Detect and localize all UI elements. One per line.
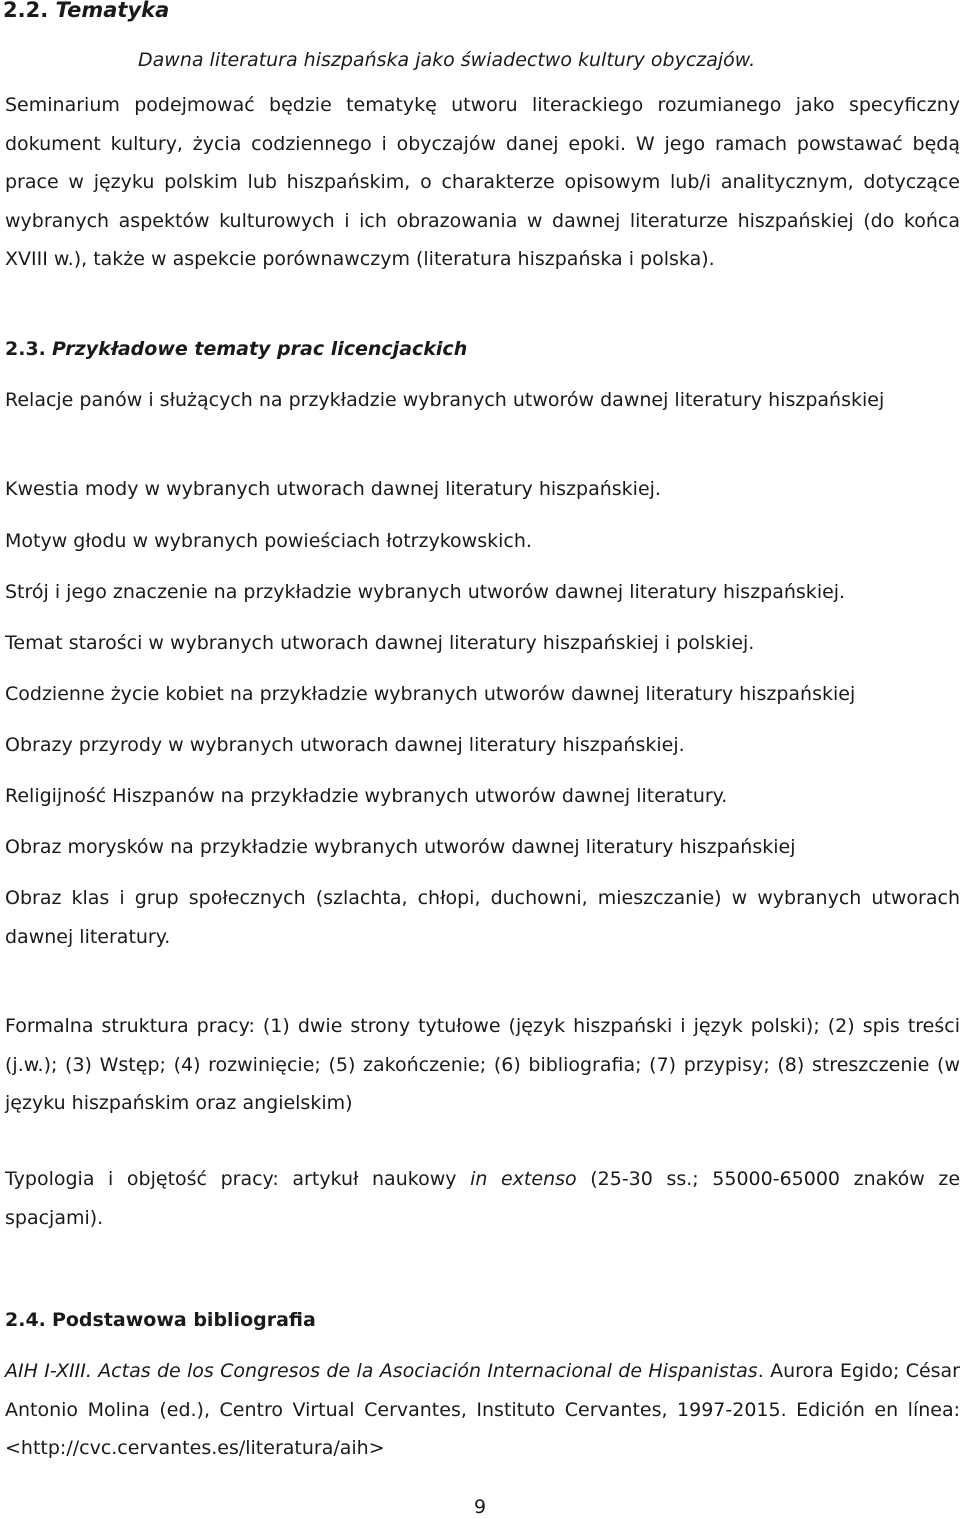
topic-item: Motyw głodu w wybranych powieściach łotrzykowskich. (5, 530, 532, 552)
page-number: 9 (473, 1496, 487, 1518)
topic-item: Kwestia mody w wybranych utworach dawnej literatury hiszpańskiej. (5, 478, 661, 500)
section-heading-2-4 (5, 1301, 960, 1340)
topic-item: Codzienne życie kobiet na przykładzie wybranych utworów dawnej literatury hiszpańskiej (5, 683, 856, 705)
typology-paragraph (5, 1160, 960, 1237)
section-subtitle: Dawna literatura hiszpańska jako świadectwo kultury obyczajów. (138, 49, 756, 71)
typology-text: Typologia i objętość pracy: artykuł naukowy (5, 1168, 471, 1190)
typology-text: (25-30 ss.; 55000-65000 znaków ze spacjami). (5, 1168, 960, 1229)
section-body-paragraph: Seminarium podejmować będzie tematykę utworu literackiego rozumianego jako specyficzny dokument kultury, życia codziennego i obyczajów danej epoki. W jego ramach powstawać będą prace w języku polskim lub hiszpańskim, o charakterze opisowym lub/i analitycznym, dotyczące wybranych aspektów kulturowych i ich obrazowania w dawnej literaturze hiszpańskiej (do końca XVIII w.), także w aspekcie porównawczym (literatura hiszpańska i polska). (5, 94, 960, 271)
topic-item: Religijność Hiszpanów na przykładzie wybranych utworów dawnej literatury. (5, 785, 728, 807)
topic-item: Obraz klas i grup społecznych (szlachta, chłopi, duchowni, mieszczanie) w wybranych utworach dawnej literatury. (5, 887, 960, 948)
section-number: 2.2. (3, 0, 49, 22)
topic-item: Obraz morysków na przykładzie wybranych utworów dawnej literatury hiszpańskiej (5, 836, 796, 858)
section-heading-2-2 (3, 0, 958, 30)
topic-item: Temat starości w wybranych utworach dawnej literatury hiszpańskiej i polskiej. (5, 632, 755, 654)
section-number: 2.4. (5, 1309, 46, 1331)
bibliography-details: . Aurora Egido; César Antonio Molina (ed.), Centro Virtual Cervantes, Instituto Cervantes, 1997-2015. Edición en línea: <http://cvc.cervantes.es/literatura/aih> (5, 1360, 960, 1460)
section-title: Podstawowa bibliografia (51, 1309, 316, 1331)
topic-item: Relacje panów i służących na przykładzie wybranych utworów dawnej literatury hiszpańskiej (5, 389, 885, 411)
section-title: Przykładowe tematy prac licencjackich (51, 338, 468, 360)
topic-item: Strój i jego znaczenie na przykładzie wybranych utworów dawnej literatury hiszpańskiej. (5, 581, 846, 603)
section-number: 2.3. (5, 338, 46, 360)
section-title: Tematyka (55, 0, 170, 22)
bibliography-title: AIH I-XIII. Actas de los Congresos de la Asociación Internacional de Hispanistas (5, 1360, 758, 1382)
topic-item: Obrazy przyrody w wybranych utworach dawnej literatury hiszpańskiej. (5, 734, 685, 756)
bibliography-entry (5, 1352, 960, 1468)
typology-italic-text: in extenso (470, 1168, 577, 1190)
section-heading-2-3 (5, 330, 960, 369)
formal-structure-paragraph: Formalna struktura pracy: (1) dwie strony tytułowe (język hiszpański i język polski); (2) spis treści (j.w.); (3) Wstęp; (4) rozwinięcie; (5) zakończenie; (6) bibliografia; (7) przypisy; (8) streszczenie (w języku hiszpańskim oraz angielskim) (5, 1015, 960, 1115)
